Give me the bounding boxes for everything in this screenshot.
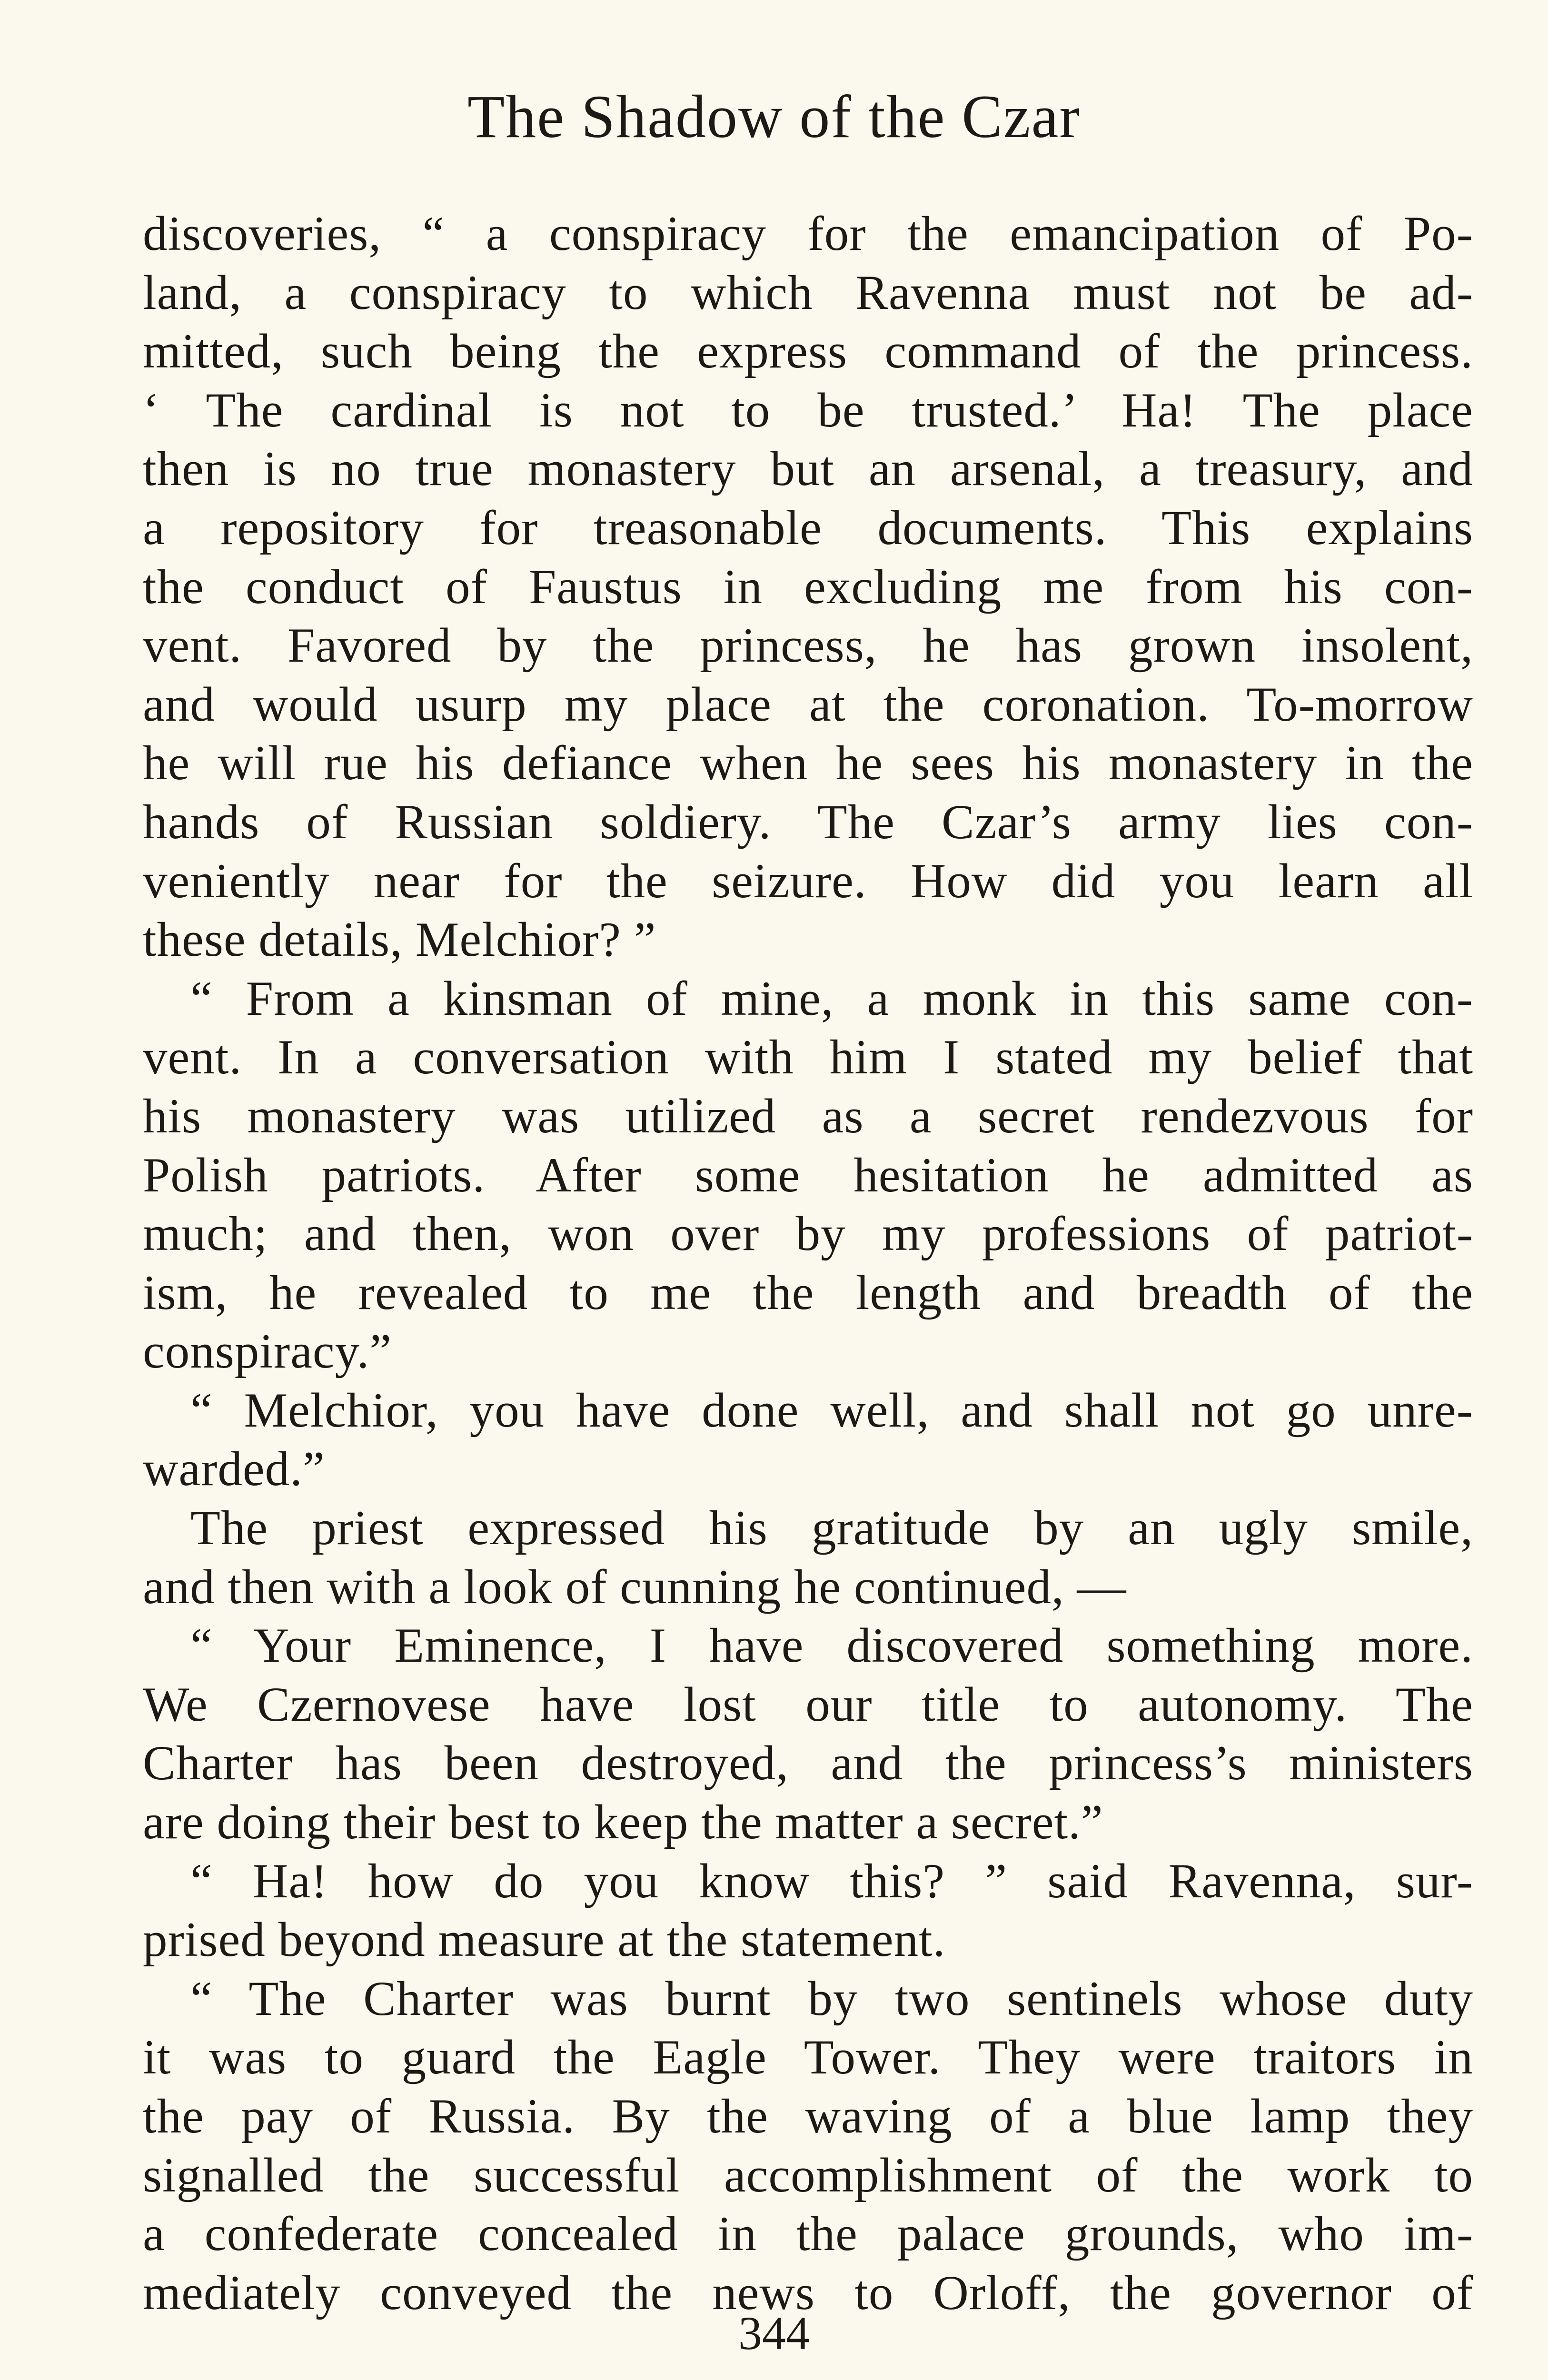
text-line: Charter has been destroyed, and the princess’s ministers (143, 1736, 1473, 1791)
text-line: prised beyond measure at the statement. (143, 1913, 946, 1967)
running-head: The Shadow of the Czar (467, 83, 1081, 150)
text-line: it was to guard the Eagle Tower. They were traitors in (143, 2030, 1473, 2085)
text-line: these details, Melchior? ” (143, 912, 656, 967)
text-line: the pay of Russia. By the waving of a blue lamp they (143, 2089, 1473, 2143)
text-line: ism, he revealed to me the length and breadth of the (143, 1265, 1473, 1320)
text-line: then is no true monastery but an arsenal, a treasury, and (143, 442, 1473, 496)
text-line: “ The Charter was burnt by two sentinels whose duty (190, 1971, 1473, 2026)
text-line: veniently near for the seizure. How did you learn all (143, 853, 1473, 908)
text-line: hands of Russian soldiery. The Czar’s army lies con- (143, 794, 1473, 849)
text-line: land, a conspiracy to which Ravenna must not be ad- (143, 265, 1473, 320)
text-line: We Czernovese have lost our title to autonomy. The (143, 1677, 1473, 1732)
text-line: a repository for treasonable documents. This explains (143, 500, 1473, 555)
text-line: “ Ha! how do you know this? ” said Ravenna, sur- (190, 1854, 1473, 1908)
text-line: vent. Favored by the princess, he has grown insolent, (143, 618, 1473, 673)
text-line: “ Your Eminence, I have discovered something more. (190, 1618, 1473, 1673)
text-line: are doing their best to keep the matter a secret.” (143, 1795, 1103, 1850)
text-line: and would usurp my place at the coronation. To-morrow (143, 677, 1473, 732)
text-line: Polish patriots. After some hesitation he admitted as (143, 1148, 1473, 1202)
text-line: mediately conveyed the news to Orloff, the governor of (143, 2265, 1473, 2320)
text-line: a confederate concealed in the palace grounds, who im- (143, 2207, 1473, 2261)
text-line: The priest expressed his gratitude by an ugly smile, (190, 1501, 1473, 1556)
text-line: vent. In a conversation with him I stated my belief that (143, 1030, 1473, 1085)
text-line: conspiracy.” (143, 1324, 392, 1379)
text-line: and then with a look of cunning he continued, — (143, 1559, 1127, 1614)
text-line: discoveries, “ a conspiracy for the emancipation of Po- (143, 207, 1473, 261)
text-line: ‘ The cardinal is not to be trusted.’ Ha! The place (143, 383, 1473, 437)
text-line: the conduct of Faustus in excluding me from his con- (143, 559, 1473, 614)
text-line: his monastery was utilized as a secret rendezvous for (143, 1089, 1473, 1143)
text-line: warded.” (143, 1442, 325, 1497)
text-line: mitted, such being the express command of the princess. (143, 324, 1473, 379)
text-line: signalled the successful accomplishment of the work to (143, 2148, 1473, 2202)
body-text (143, 205, 1473, 2322)
page-number: 344 (738, 2307, 810, 2360)
text-line: “ Melchior, you have done well, and shall not go unre- (190, 1383, 1473, 1438)
text-line: he will rue his defiance when he sees his monastery in the (143, 736, 1473, 791)
text-line: much; and then, won over by my professions of patriot- (143, 1207, 1473, 1261)
text-line: “ From a kinsman of mine, a monk in this same con- (190, 971, 1473, 1026)
